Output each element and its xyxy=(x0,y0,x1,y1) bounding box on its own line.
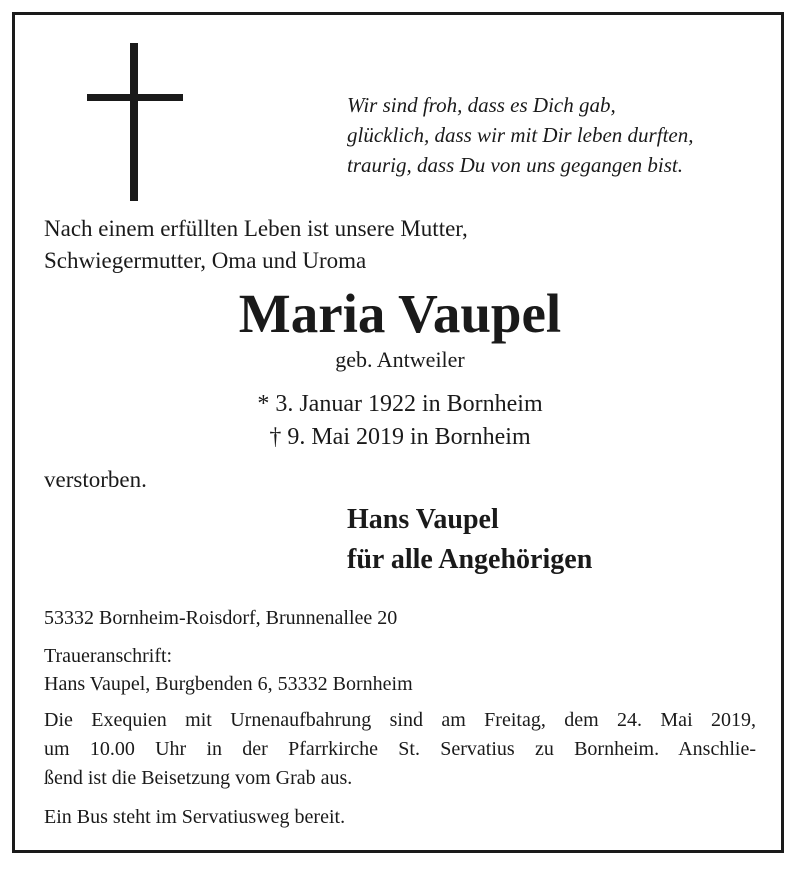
life-dates xyxy=(0,388,800,454)
home-address: 53332 Bornheim-Roisdorf, Brunnenallee 20 xyxy=(44,607,398,629)
funeral-details-line: Die Exequien mit Urnenaufbahrung sind am Freitag, dem 24. Mai 2019, xyxy=(44,709,756,731)
mourning-address-value: Hans Vaupel, Burgbenden 6, 53332 Bornheim xyxy=(44,673,413,695)
signer-relatives: für alle Angehörigen xyxy=(347,544,593,575)
funeral-details-line: um 10.00 Uhr in der Pfarrkirche St. Servatius zu Bornheim. Anschlie- xyxy=(44,738,756,760)
intro-line: Schwiegermutter, Oma und Uroma xyxy=(44,248,367,273)
bus-note: Ein Bus steht im Servatiusweg bereit. xyxy=(44,806,346,828)
signer-name: Hans Vaupel xyxy=(347,504,499,535)
verstorben-text: verstorben. xyxy=(44,467,147,492)
mourning-address-label: Traueranschrift: xyxy=(44,645,173,667)
funeral-details xyxy=(44,706,756,793)
poem-line: Wir sind froh, dass es Dich gab, xyxy=(347,93,616,117)
death-date: † 9. Mai 2019 in Bornheim xyxy=(269,424,531,450)
funeral-details-line: ßend ist die Beisetzung vom Grab aus. xyxy=(44,767,353,789)
birth-name: geb. Antweiler xyxy=(335,347,465,372)
poem xyxy=(347,90,693,180)
mourning-address xyxy=(44,642,413,698)
intro-line: Nach einem erfüllten Leben ist unsere Mutter, xyxy=(44,216,468,241)
poem-line: traurig, dass Du von uns gegangen bist. xyxy=(347,153,683,177)
birth-date: * 3. Januar 1922 in Bornheim xyxy=(257,391,543,417)
deceased-name: Maria Vaupel xyxy=(238,283,562,344)
signers xyxy=(347,500,592,580)
intro-text xyxy=(44,213,468,277)
poem-line: glücklich, dass wir mit Dir leben durften, xyxy=(347,123,694,147)
